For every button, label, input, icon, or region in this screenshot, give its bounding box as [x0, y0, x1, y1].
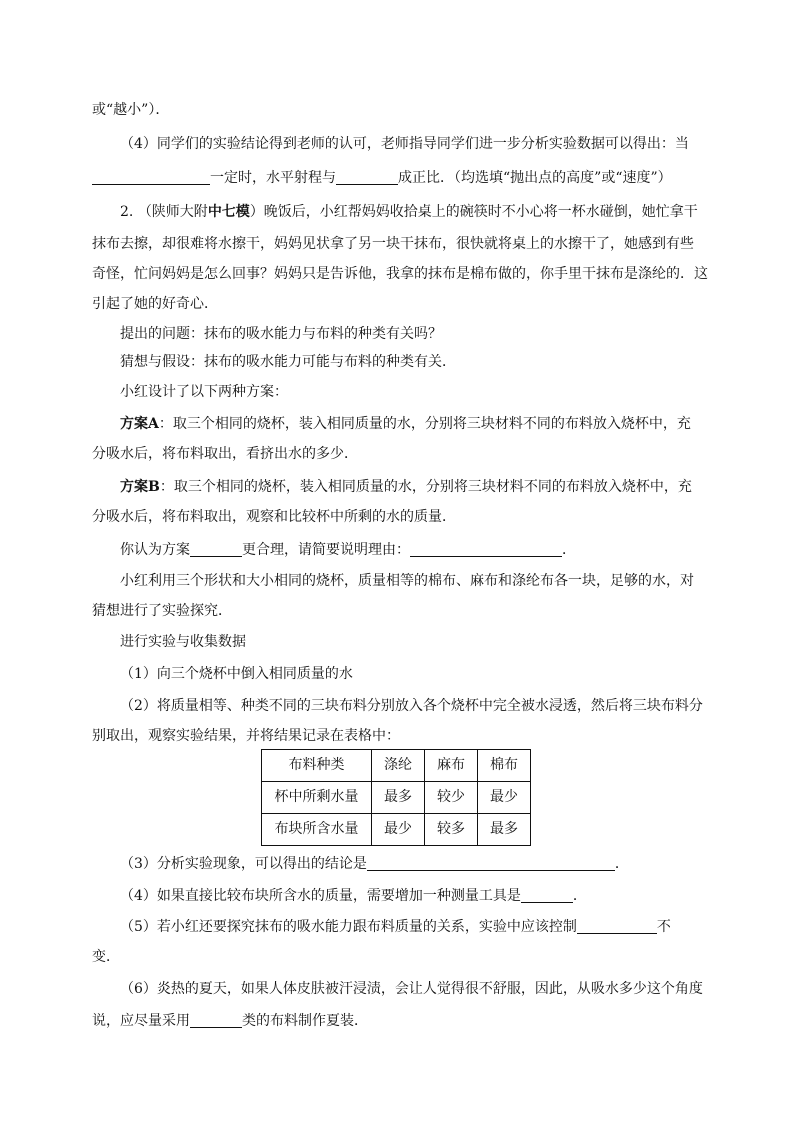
table-header-cell: 棉布: [478, 750, 531, 782]
plan-b-line1: 方案B：取三个相同的烧杯，装入相同质量的水，分别将三块材料不同的布料放入烧杯中，充: [120, 479, 692, 495]
choice-line: 你认为方案 更合理，请简要说明理由： ．: [120, 542, 576, 558]
table-header-cell: 涤纶: [372, 750, 425, 782]
problem2-line2: 抹布去擦，却很难将水擦干，妈妈见状拿了另一块干抹布，很快就将桌上的水擦干了，她感到有些: [92, 236, 694, 252]
table-row: [262, 782, 531, 814]
table-cell: 较少: [425, 782, 478, 814]
table-cell: 最少: [372, 814, 425, 846]
problem2-line3: 奇怪，忙问妈妈是怎么回事？妈妈只是告诉他，我拿的抹布是棉布做的，你手里干抹布是涤纶的．这: [92, 266, 708, 282]
problem2-line1: 2. （陕师大附中七模）晚饭后，小红帮妈妈收拾桌上的碗筷时不小心将一杯水碰倒，她忙拿干: [120, 204, 698, 220]
q3-line: （3）分析实验现象，可以得出的结论是 ．: [120, 856, 629, 872]
table-cell: 杯中所剩水量: [262, 782, 372, 814]
table-header-row: [262, 750, 531, 782]
answer-blank[interactable]: [521, 888, 573, 903]
plan-a-line2: 分吸水后，将布料取出，看挤出水的多少．: [92, 446, 358, 462]
table-cell: 最多: [478, 814, 531, 846]
q5-line2: 变．: [92, 949, 120, 965]
table-row: [262, 814, 531, 846]
answer-blank[interactable]: [92, 170, 210, 185]
intro-q4-line1: （4）同学们的实验结论得到老师的认可，老师指导同学们进一步分析实验数据可以得出：当: [120, 136, 689, 152]
table-cell: 布块所含水量: [262, 814, 372, 846]
answer-blank[interactable]: [367, 856, 615, 871]
q6-line1: （6）炎热的夏天，如果人体皮肤被汗浸渍，会让人觉得很不舒服，因此，从吸水多少这个角度: [120, 981, 703, 997]
step1-line: （1）向三个烧杯中倒入相同质量的水: [120, 666, 353, 682]
cloth-absorption-table: [261, 749, 531, 846]
hypothesis-line: 猜想与假设：抹布的吸水能力可能与布料的种类有关．: [120, 354, 456, 370]
prev-answer-line: 或“越小”）．: [92, 102, 170, 118]
setup-line2: 猜想进行了实验探究．: [92, 603, 232, 619]
answer-blank[interactable]: [410, 542, 562, 557]
table-header-cell: 麻布: [425, 750, 478, 782]
plan-b-line2: 分吸水后，将布料取出，观察和比较杯中所剩的水的质量．: [92, 509, 456, 525]
question-line: 提出的问题：抹布的吸水能力与布料的种类有关吗？: [120, 326, 442, 342]
plans-intro-line: 小红设计了以下两种方案：: [120, 384, 288, 400]
q5-line1: （5）若小红还要探究抹布的吸水能力跟布料质量的关系，实验中应该控制 不: [120, 919, 671, 935]
table-cell: 较多: [425, 814, 478, 846]
table-header-cell: 布料种类: [262, 750, 372, 782]
q4-line: （4）如果直接比较布块所含水的质量，需要增加一种测量工具是 ．: [120, 888, 587, 904]
answer-blank[interactable]: [190, 542, 242, 557]
step2-line2: 别取出，观察实验结果，并将结果记录在表格中：: [92, 728, 400, 744]
table-cell: 最少: [478, 782, 531, 814]
problem2-line4: 引起了她的好奇心．: [92, 296, 218, 312]
setup-line1: 小红利用三个形状和大小相同的烧杯，质量相等的棉布、麻布和涤纶布各一块，足够的水，对: [120, 573, 694, 589]
plan-a-line1: 方案A：取三个相同的烧杯，装入相同质量的水，分别将三块材料不同的布料放入烧杯中，充: [120, 416, 691, 432]
experiment-title: 进行实验与收集数据: [120, 634, 246, 650]
q6-line2: 说，应尽量采用 类的布料制作夏装．: [92, 1013, 368, 1029]
answer-blank[interactable]: [336, 170, 398, 185]
table-cell: 最多: [372, 782, 425, 814]
answer-blank[interactable]: [577, 919, 657, 934]
intro-q4-line2: 一定时，水平射程与 成正比．（均选填“抛出点的高度”或“速度”）: [92, 168, 702, 188]
step2-line1: （2）将质量相等、种类不同的三块布料分别放入各个烧杯中完全被水浸透，然后将三块布料分: [120, 698, 703, 714]
answer-blank[interactable]: [190, 1013, 242, 1028]
